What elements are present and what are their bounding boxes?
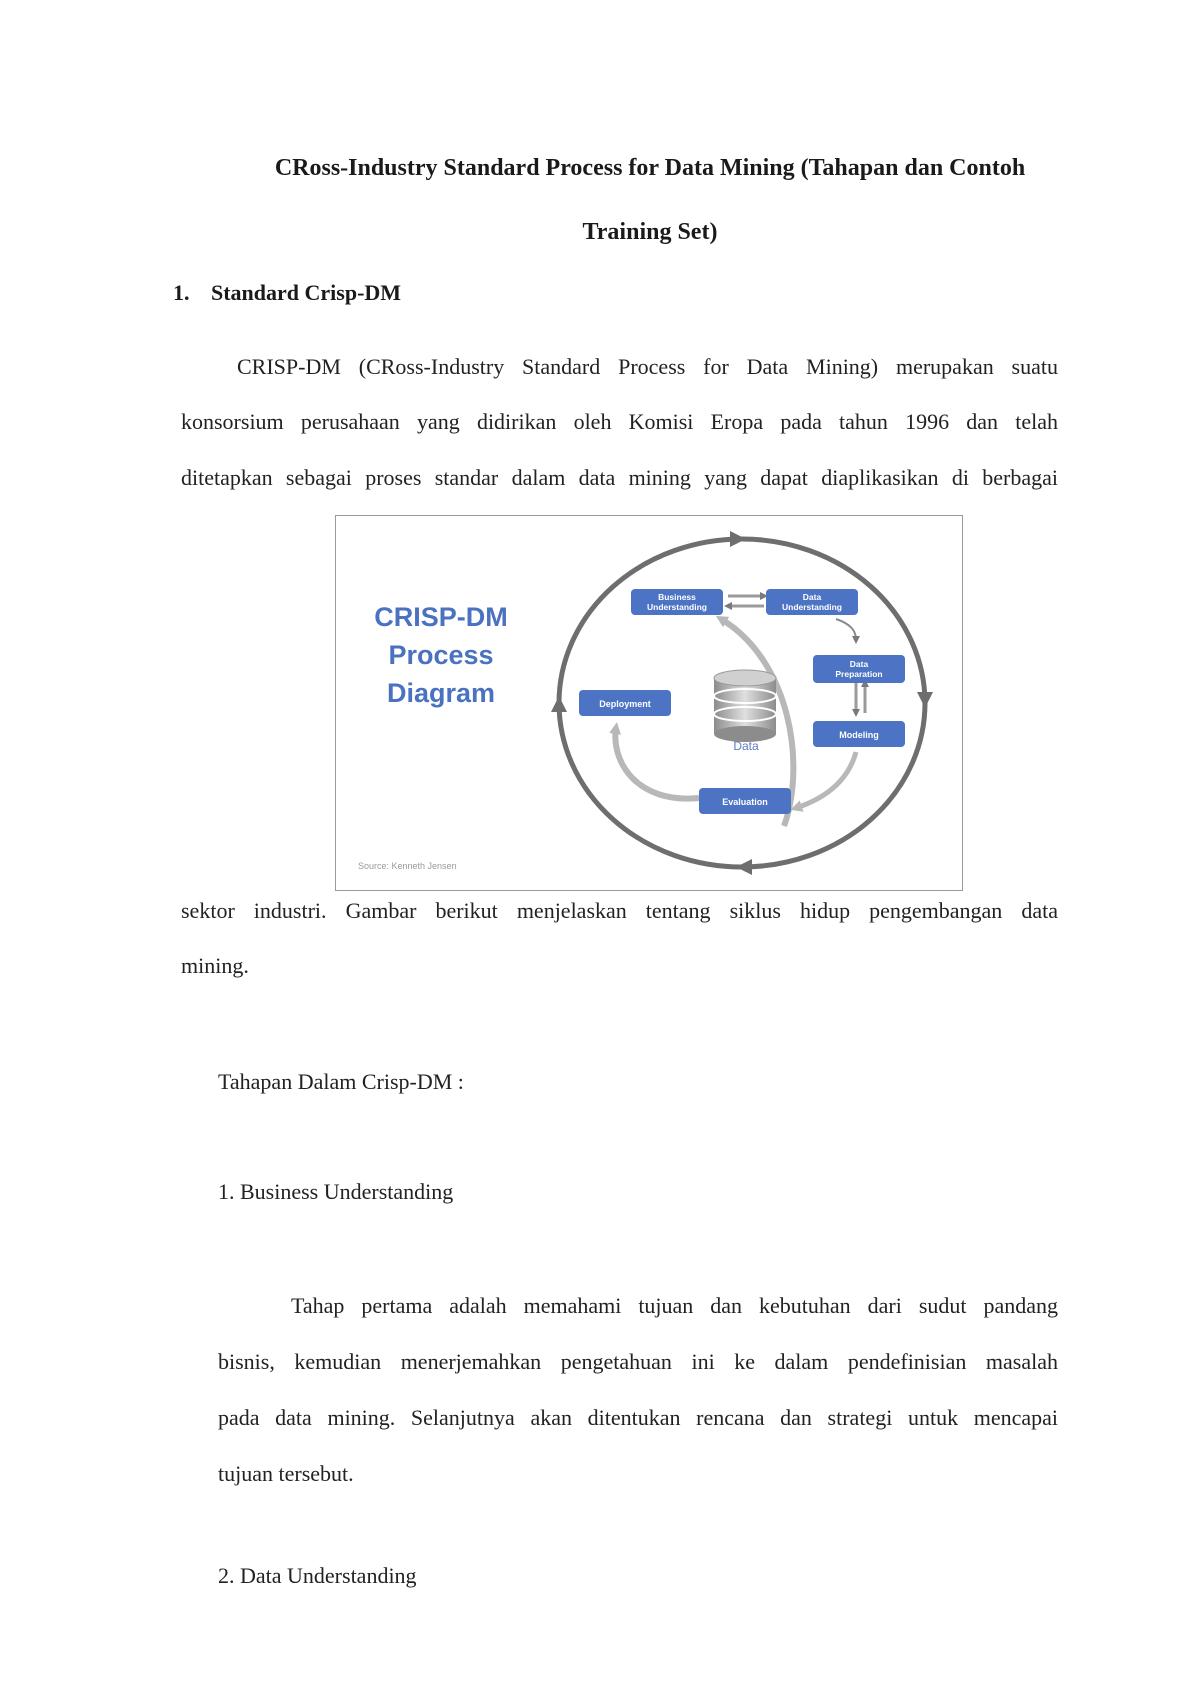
phase-data-understanding	[766, 589, 858, 615]
phase-label: Data	[849, 659, 869, 669]
modeling-to-evaluation-arrow	[796, 752, 856, 808]
stage-1-paragraph-line: bisnis, kemudian menerjemahkan pengetahuan ini ke dalam pendefinisian masalah	[218, 1349, 1058, 1374]
cycle-arrow-right	[917, 692, 933, 708]
phase-modeling	[813, 721, 905, 747]
figure-title-line: CRISP-DM	[374, 602, 508, 632]
section-number: 1.	[173, 280, 190, 305]
phase-deployment	[579, 690, 671, 716]
stage-1-paragraph-line: tujuan tersebut.	[218, 1461, 354, 1486]
database-icon	[714, 670, 776, 742]
figure-title-line: Process	[388, 640, 494, 670]
phase-business-understanding	[631, 589, 723, 615]
figure-source: Source: Kenneth Jensen	[358, 861, 457, 871]
stage-2-heading: 2. Data Understanding	[218, 1563, 417, 1588]
stage-1-heading: 1. Business Understanding	[218, 1179, 454, 1204]
paragraph-line: konsorsium perusahaan yang didirikan oleh Komisi Eropa pada tahun 1996 dan telah	[181, 409, 1058, 434]
stage-1-paragraph-line: Tahap pertama adalah memahami tujuan dan kebutuhan dari sudut pandang	[291, 1293, 1058, 1318]
evaluation-to-deployment-arrow	[615, 728, 699, 799]
cycle-arrow-top	[730, 531, 746, 547]
cycle-arrow-left	[551, 696, 567, 712]
data-center-label: Data	[733, 739, 759, 753]
paragraph-line: ditetapkan sebagai proses standar dalam data mining yang dapat diaplikasikan di berbagai	[181, 465, 1058, 490]
phase-label: Evaluation	[722, 797, 768, 807]
document-title-line-1: CRoss-Industry Standard Process for Data Mining (Tahapan dan Contoh	[274, 155, 1026, 181]
phase-label: Understanding	[647, 602, 707, 612]
phase-label: Preparation	[835, 669, 883, 679]
stage-1-paragraph-line: pada data mining. Selanjutnya akan ditentukan rencana dan strategi untuk mencapai	[218, 1405, 1058, 1430]
phase-label: Deployment	[599, 699, 651, 709]
phase-label: Data	[802, 592, 822, 602]
paragraph-line: CRISP-DM (CRoss-Industry Standard Process for Data Mining) merupakan suatu	[237, 354, 1058, 379]
figure-title-line: Diagram	[386, 678, 496, 708]
phase-label: Understanding	[782, 602, 842, 612]
paragraph-line: sektor industri. Gambar berikut menjelaskan tentang siklus hidup pengembangan data	[181, 898, 1058, 923]
crisp-dm-diagram-figure	[335, 515, 963, 891]
cycle-arrow-bottom	[736, 859, 752, 875]
section-heading: Standard Crisp-DM	[211, 280, 402, 305]
stages-heading: Tahapan Dalam Crisp-DM :	[218, 1069, 464, 1094]
document-title-line-2: Training Set)	[582, 219, 718, 245]
paragraph-line: mining.	[181, 953, 249, 978]
phase-data-preparation	[813, 655, 905, 683]
phase-label: Modeling	[839, 730, 879, 740]
phase-evaluation	[699, 788, 791, 814]
crisp-dm-diagram	[336, 516, 964, 892]
phase-label: Business	[658, 592, 696, 602]
understanding-to-preparation-arrow	[836, 619, 856, 640]
